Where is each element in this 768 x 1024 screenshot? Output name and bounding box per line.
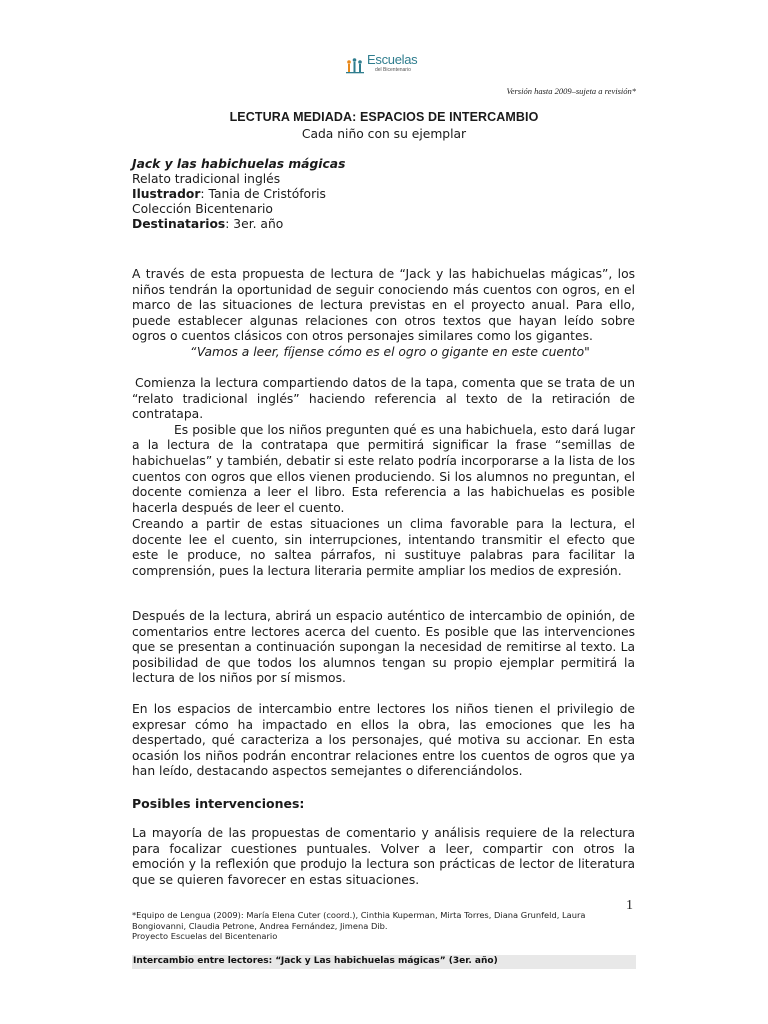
paragraph-text: Creando a partir de estas situaciones un clima favorable para la lectura, el docente lee el cuento, sin interrupciones, intentando transmitir el efecto que este le produce, no saltea párrafos, ni sustituye palabras para facilitar la comprensión, pues la lectura literaria permite ampliar los medios de expresión.: [132, 517, 635, 578]
book-info: [132, 157, 345, 232]
paragraph-exchange-spaces: [132, 702, 635, 780]
paragraph-climate: [132, 517, 635, 579]
paragraph-after-reading: [132, 609, 635, 687]
illustrator-label: Ilustrador: [132, 187, 201, 201]
paragraph-interventions: [132, 826, 635, 888]
book-audience: [132, 217, 345, 232]
logo-subtitle: del Bicentenario: [375, 67, 411, 73]
page-footer: [132, 955, 636, 969]
page-number: 1: [626, 898, 633, 913]
reading-quote: “Vamos a leer, fíjense cómo es el ogro o gigante en este cuento": [190, 345, 590, 359]
book-origin: Relato tradicional inglés: [132, 172, 281, 186]
paragraph-intro: [132, 267, 635, 345]
audience-label: Destinatarios: [132, 217, 226, 231]
footer-text: Intercambio entre lectores: “Jack y Las habichuelas mágicas” (3er. año): [133, 956, 498, 966]
paragraph-text: Después de la lectura, abrirá un espacio auténtico de intercambio de opinión, de comentarios entre lectores acerca del cuento. Es posible que las intervenciones que se presentan a continuación supongan la necesidad de remitirse al texto. La posibilidad de que todos los alumnos tengan su propio ejemplar permitirá la lectura de los niños por sí mismos.: [132, 609, 635, 686]
book-title: Jack y las habichuelas mágicas: [132, 157, 346, 171]
book-collection: Colección Bicentenario: [132, 202, 273, 216]
illustrator-value: : Tania de Cristóforis: [200, 187, 326, 201]
escuelas-bicentenario-logo: [345, 50, 425, 76]
paragraph-start-reading: [132, 376, 635, 516]
people-figures-icon: [345, 54, 367, 76]
page-title: LECTURA MEDIADA: ESPACIOS DE INTERCAMBIO: [229, 110, 539, 124]
logo-wordmark: Escuelas: [367, 52, 418, 67]
paragraph-text: Comienza la lectura compartiendo datos de la tapa, comenta que se trata de un “relato tradicional inglés” haciendo referencia al texto de la retiración de contratapa.: [132, 376, 635, 422]
paragraph-text: La mayoría de las propuestas de comentario y análisis requiere de la relectura para focalizar cuestiones puntuales. Volver a leer, compartir con otros la emoción y la reflexión que produjo la lectura son prácticas de lector de literatura que se quieren favorecer en estas situaciones.: [132, 826, 635, 887]
page-subtitle: Cada niño con su ejemplar: [301, 127, 467, 141]
paragraph-text: Es posible que los niños pregunten qué es una habichuela, esto dará lugar a la lectura de la contratapa que permitirá significar la frase “semillas de habichuelas” y también, debatir si este relato podría incorporarse a la lista de los cuentos con ogros que ellos vienen produciendo. Si los alumnos no preguntan, el docente comienza a leer el libro. Esta referencia a las habichuelas es posible hacerla después de leer el cuento.: [132, 422, 635, 515]
audience-value: : 3er. año: [225, 217, 284, 231]
book-illustrator: [132, 187, 345, 202]
paragraph-text: A través de esta propuesta de lectura de “Jack y las habichuelas mágicas”, los niños tendrán la oportunidad de seguir conociendo más cuentos con ogros, en el marco de las situaciones de lectura previstas en el proyecto anual. Para ello, puede establecer algunas relaciones con otros textos que hayan leído sobre ogros o cuentos clásicos con otros personajes similares como los gigantes.: [132, 267, 635, 344]
section-heading: Posibles intervenciones:: [132, 796, 305, 811]
footnote-authors: *Equipo de Lengua (2009): María Elena Cuter (coord.), Cinthia Kuperman, Mirta Torres, Diana Grunfeld, Laura Bongiovanni, Claudia Petrone, Andrea Fernández, Jimena Dib.: [132, 910, 586, 931]
footnote: [132, 910, 612, 942]
version-note: Versión hasta 2009–sujeta a revisión*: [506, 86, 636, 96]
footnote-project: Proyecto Escuelas del Bicentenario: [132, 931, 278, 941]
paragraph-text: En los espacios de intercambio entre lectores los niños tienen el privilegio de expresar cómo ha impactado en ellos la obra, las emociones que les ha despertado, qué caracteriza a los personajes, qué motiva su accionar. En esta ocasión los niños podrán encontrar relaciones entre los cuentos de ogros que ya han leído, destacando aspectos semejantes o diferenciándolos.: [132, 702, 635, 779]
